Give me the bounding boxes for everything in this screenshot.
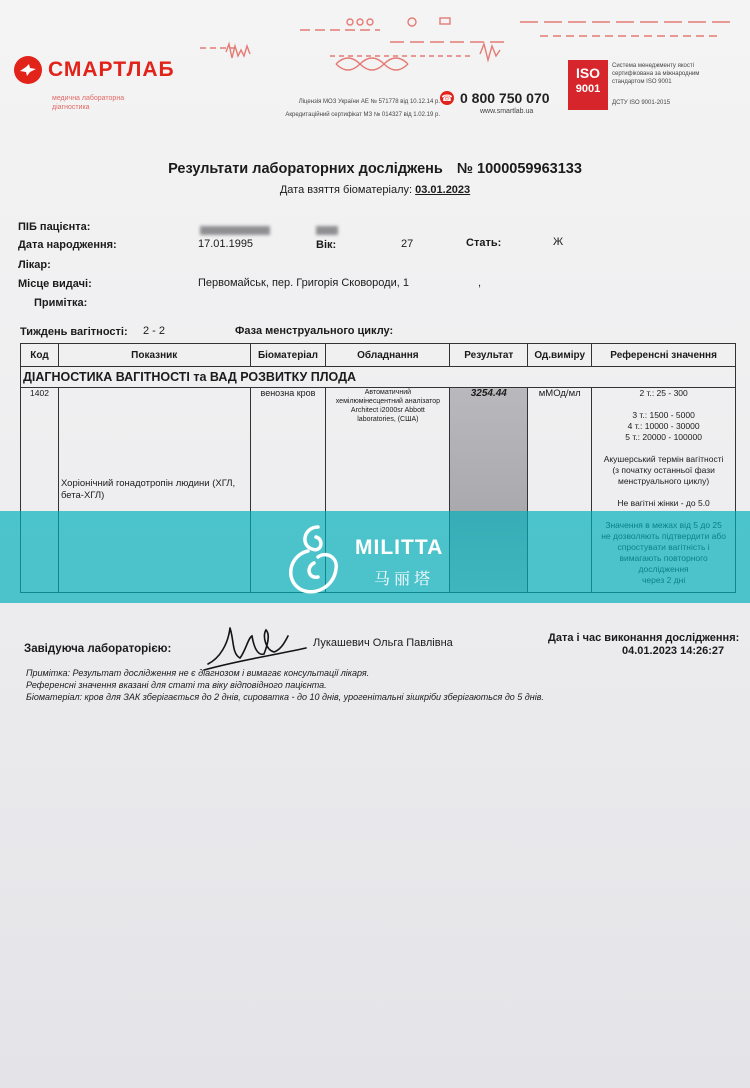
ref-line: 4 т.: 10000 - 30000 — [627, 421, 700, 431]
brand-bird-icon — [14, 56, 42, 84]
week-label: Тиждень вагітності: — [20, 326, 128, 338]
ref-line — [594, 487, 733, 498]
place-value: Первомайськ, пер. Григорія Сковороди, 1 — [198, 277, 409, 289]
section-title: ДІАГНОСТИКА ВАГІТНОСТІ та ВАД РОЗВИТКУ ПЛОДА — [21, 367, 736, 388]
iso-description: Система менеджменту якості сертифікована за міжнародним стандартом ISO 9001 — [612, 63, 700, 85]
col-header: Результат — [450, 344, 528, 367]
phone-number: 0 800 750 070 — [460, 90, 550, 106]
redacted-name-2 — [316, 226, 338, 235]
sample-date-label: Дата взяття біоматеріалу: — [279, 184, 413, 196]
head-label: Завідуюча лабораторією: — [24, 643, 172, 655]
ref-line — [594, 399, 733, 410]
test-unit: мМОд/мл — [528, 388, 592, 593]
ref-line: менструального циклу) — [617, 476, 710, 486]
footer-note: Примітка: Результат дослідження не є діагнозом і вимагає консультації лікаря. — [26, 668, 370, 678]
footer-note: Біоматеріал: кров для ЗАК зберігається до 2 днів, сироватка - до 10 днів, урогенітальні зішкріби зберігаються до 5 днів. — [26, 692, 544, 702]
sample-date-value: 03.01.2023 — [415, 184, 471, 196]
test-code: 1402 — [21, 388, 59, 593]
license-info — [270, 96, 440, 122]
iso-badge — [568, 60, 608, 110]
ref-line: (з початку останньої фази — [612, 465, 715, 475]
table-header-row — [21, 344, 736, 367]
col-header: Обладнання — [326, 344, 450, 367]
phone-block — [440, 90, 550, 106]
watermark-name: MILITTA — [355, 536, 444, 559]
dob-label: Дата народження: — [18, 239, 117, 251]
ref-line: Акушерський термін вагітності — [603, 454, 724, 464]
col-header: Референсні значення — [592, 344, 736, 367]
brand-subtitle: медична лабораторна діагностика — [52, 95, 125, 111]
iso-standard: ДСТУ ISO 9001-2015 — [612, 100, 671, 106]
completion-label: Дата і час виконання дослідження: — [548, 632, 740, 644]
footer-note: Референсні значення вказані для статі та віку відповідного пацієнта. — [26, 680, 327, 690]
redacted-name — [200, 226, 270, 235]
phone-icon: ☎ — [440, 91, 454, 105]
col-header: Показник — [58, 344, 250, 367]
ref-line: Не вагітні жінки - до 5.0 — [617, 498, 710, 508]
license-text: Ліцензія МОЗ України АЕ № 571778 від 10.12.14 р. — [298, 99, 440, 105]
patient-name-label: ПІБ пацієнта: — [18, 221, 91, 233]
week-value: 2 - 2 — [143, 325, 166, 337]
phase-label: Фаза менструального циклу: — [235, 325, 394, 337]
iso-number: 9001 — [575, 83, 601, 95]
col-header: Код — [21, 344, 59, 367]
iso-label: ISO — [575, 65, 601, 81]
footer-notes — [26, 667, 726, 703]
doctor-label: Лікар: — [18, 259, 51, 271]
place-label: Місце видачі: — [18, 278, 92, 290]
ref-line: 2 т.: 25 - 300 — [639, 388, 688, 398]
watermark-chinese: 马丽塔 — [374, 571, 435, 588]
ref-line — [594, 443, 733, 454]
test-material: венозна кров — [250, 388, 326, 593]
sample-date — [0, 184, 750, 196]
age-label: Вік: — [316, 239, 337, 251]
accreditation-text: Акредитаційний сертифікат МЗ № 014327 від 1.02.19 р. — [285, 112, 440, 118]
age-value: 27 — [401, 238, 414, 250]
test-result: 3254.44 — [450, 388, 528, 593]
note-label: Примітка: — [34, 297, 88, 309]
ref-line: 5 т.: 20000 - 100000 — [625, 432, 702, 442]
dob-value: 17.01.1995 — [198, 238, 254, 250]
report-number: № 1000059963133 — [456, 161, 582, 177]
brand-name: СМАРТЛАБ — [48, 58, 175, 81]
sex-label: Стать: — [466, 237, 502, 249]
head-name: Лукашевич Ольга Павлівна — [313, 637, 453, 649]
place-extra: , — [478, 277, 482, 289]
report-title-text: Результати лабораторних досліджень — [168, 161, 443, 177]
website: www.smartlab.ua — [480, 108, 534, 115]
sex-value: Ж — [553, 236, 564, 248]
test-name: Хоріонічний гонадотропін людини (ХГЛ, бета-ХГЛ) — [58, 388, 250, 593]
brand-logo — [14, 56, 175, 84]
completion-value: 04.01.2023 14:26:27 — [622, 645, 725, 657]
col-header: Од.виміру — [528, 344, 592, 367]
col-header: Біоматеріал — [250, 344, 326, 367]
watermark-logo-icon — [278, 517, 350, 597]
test-equipment: Автоматичний хемілюмінесцентний аналізатор Architect i2000sr Abbott laboratories, (США) — [326, 388, 450, 593]
report-title — [0, 161, 750, 177]
ref-line: 3 т.: 1500 - 5000 — [632, 410, 695, 420]
section-row — [21, 367, 736, 388]
